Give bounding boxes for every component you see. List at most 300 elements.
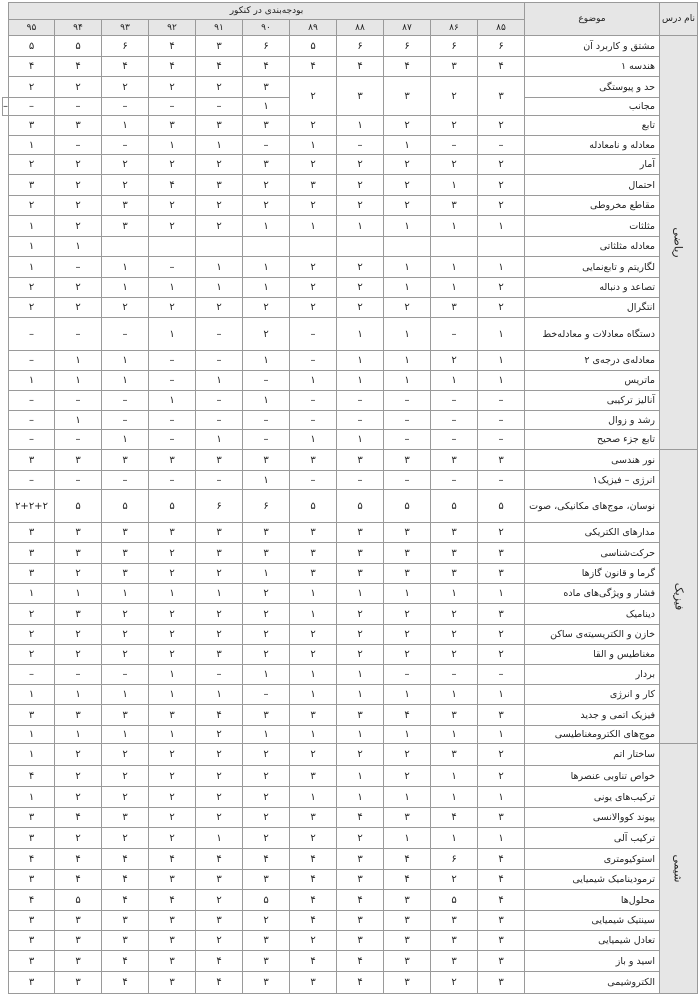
value-cell: ۴ — [196, 705, 243, 726]
year-header: ۸۷ — [384, 20, 431, 36]
topic-cell: مجانب — [525, 98, 660, 116]
value-cell: ۱ — [290, 726, 337, 744]
value-cell: ۳ — [431, 951, 478, 972]
value-cell: ۳ — [149, 870, 196, 890]
value-cell: ۱ — [102, 371, 149, 391]
topic-cell: تابع — [525, 116, 660, 136]
value-cell: ۳ — [149, 116, 196, 136]
value-cell: ۲ — [102, 298, 149, 318]
table-row — [3, 951, 698, 972]
value-cell: ۲ — [196, 155, 243, 175]
topic-cell: خازن و الکتریسیته‌ی ساکن — [525, 625, 660, 645]
value-cell: ۴ — [102, 890, 149, 911]
value-cell: – — [149, 257, 196, 278]
value-cell: ۱ — [384, 828, 431, 849]
value-cell: ۲ — [9, 625, 55, 645]
value-cell: ۳ — [478, 705, 525, 726]
value-cell: – — [55, 98, 102, 116]
table-row — [3, 972, 698, 994]
topic-cell: فشار و ویژگی‌های ماده — [525, 584, 660, 604]
value-cell: ۲ — [55, 216, 102, 237]
value-cell — [384, 237, 431, 257]
value-cell: ۱ — [9, 726, 55, 744]
table-row — [3, 543, 698, 564]
value-cell: ۲ — [337, 625, 384, 645]
value-cell: – — [478, 430, 525, 450]
value-cell: ۲ — [384, 196, 431, 216]
value-cell: ۲ — [149, 564, 196, 584]
value-cell: – — [384, 471, 431, 490]
value-cell: – — [478, 136, 525, 155]
value-cell: ۳ — [102, 216, 149, 237]
value-cell: ۳ — [243, 543, 290, 564]
value-cell: ۱ — [337, 430, 384, 450]
value-cell — [290, 237, 337, 257]
value-cell: ۳ — [102, 450, 149, 471]
value-cell: – — [55, 318, 102, 351]
value-cell: ۲ — [9, 196, 55, 216]
value-cell: ۱ — [290, 604, 337, 625]
table-row — [3, 196, 698, 216]
value-cell: ۳ — [149, 523, 196, 543]
value-cell: ۴ — [478, 57, 525, 77]
value-cell: ۳ — [196, 543, 243, 564]
value-cell: ۱ — [384, 371, 431, 391]
topic-cell: الکتروشیمی — [525, 972, 660, 994]
value-cell: ۳ — [384, 911, 431, 931]
topic-cell: لگاریتم و تابع‌نمایی — [525, 257, 660, 278]
value-cell: ۳ — [102, 543, 149, 564]
value-cell: ۲ — [149, 216, 196, 237]
value-cell: ۳ — [431, 450, 478, 471]
value-cell: ۳ — [384, 951, 431, 972]
value-cell: ۳ — [9, 972, 55, 994]
topic-cell: آمار — [525, 155, 660, 175]
value-cell: ۴ — [337, 808, 384, 828]
value-cell: – — [102, 318, 149, 351]
value-cell: ۲ — [55, 564, 102, 584]
value-cell — [149, 237, 196, 257]
value-cell: ۱ — [55, 351, 102, 371]
value-cell: – — [243, 411, 290, 430]
value-cell: ۳ — [431, 543, 478, 564]
topic-cell: معادله و نامعادله — [525, 136, 660, 155]
value-cell: – — [102, 136, 149, 155]
value-cell: ۱ — [102, 116, 149, 136]
value-cell: ۱ — [196, 371, 243, 391]
value-cell: ۲ — [55, 155, 102, 175]
value-cell: ۲ — [102, 175, 149, 196]
topic-cell: مقاطع مخروطی — [525, 196, 660, 216]
value-cell — [102, 237, 149, 257]
value-cell: ۲ — [431, 351, 478, 371]
value-cell: ۴ — [478, 870, 525, 890]
value-cell: – — [102, 471, 149, 490]
value-cell: ۲ — [196, 808, 243, 828]
topic-cell: مشتق و کاربرد آن — [525, 36, 660, 57]
value-cell: ۶ — [196, 490, 243, 523]
value-cell: ۳ — [243, 77, 290, 98]
value-cell: ۴ — [102, 849, 149, 870]
value-cell: ۱ — [431, 685, 478, 705]
value-cell: ۲ — [196, 564, 243, 584]
value-cell: – — [431, 665, 478, 685]
value-cell: ۲ — [337, 744, 384, 766]
value-cell: ۳ — [384, 890, 431, 911]
year-header: ۹۱ — [196, 20, 243, 36]
value-cell: – — [337, 136, 384, 155]
value-cell: ۳ — [102, 705, 149, 726]
value-cell: – — [243, 430, 290, 450]
value-cell: – — [149, 98, 196, 116]
value-cell: – — [55, 136, 102, 155]
table-row — [3, 430, 698, 450]
value-cell: ۳ — [9, 870, 55, 890]
value-cell: ۶ — [337, 36, 384, 57]
year-header: ۹۳ — [102, 20, 149, 36]
value-cell: ۱ — [290, 430, 337, 450]
value-cell: ۳ — [149, 911, 196, 931]
value-cell: ۱ — [243, 391, 290, 411]
value-cell: ۲ — [478, 298, 525, 318]
value-cell: ۳ — [102, 931, 149, 951]
value-cell: ۲ — [149, 298, 196, 318]
value-cell: ۳ — [337, 543, 384, 564]
topic-cell: مثلثات — [525, 216, 660, 237]
value-cell: ۴ — [290, 890, 337, 911]
value-cell: ۳ — [196, 116, 243, 136]
value-cell: ۲ — [102, 155, 149, 175]
value-cell: – — [9, 351, 55, 371]
topic-cell: نوسان، موج‌های مکانیکی، صوت — [525, 490, 660, 523]
value-cell: ۳ — [337, 705, 384, 726]
value-cell: ۱ — [384, 584, 431, 604]
value-cell: ۲ — [149, 744, 196, 766]
value-cell: ۳ — [9, 705, 55, 726]
value-cell: ۴ — [196, 57, 243, 77]
year-header: ۸۸ — [337, 20, 384, 36]
value-cell: ۳ — [290, 564, 337, 584]
table-row — [3, 744, 698, 766]
topic-cell: سینتیک شیمیایی — [525, 911, 660, 931]
subject-label: ریاضی — [671, 227, 685, 258]
value-cell: ۳ — [384, 931, 431, 951]
value-cell — [431, 237, 478, 257]
value-cell: ۵ — [55, 890, 102, 911]
value-cell: ۲ — [478, 116, 525, 136]
value-cell: – — [290, 351, 337, 371]
value-cell: – — [55, 665, 102, 685]
value-cell: ۱ — [384, 787, 431, 808]
value-cell: ۱ — [149, 318, 196, 351]
value-cell: ۴ — [478, 890, 525, 911]
value-cell: ۲ — [431, 625, 478, 645]
value-cell: ۱ — [9, 584, 55, 604]
value-cell: ۱ — [431, 257, 478, 278]
value-cell: ۲ — [243, 911, 290, 931]
value-cell: – — [102, 98, 149, 116]
value-cell: ۳ — [337, 870, 384, 890]
topic-cell: تابع جزء صحیح — [525, 430, 660, 450]
value-cell: ۲ — [243, 808, 290, 828]
value-cell: ۵ — [55, 490, 102, 523]
value-cell: ۴ — [337, 890, 384, 911]
value-cell: – — [196, 318, 243, 351]
value-cell: ۲ — [384, 744, 431, 766]
value-cell: ۱ — [149, 278, 196, 298]
value-cell: ۱ — [337, 766, 384, 787]
value-cell: ۵ — [431, 490, 478, 523]
value-cell: ۲ — [102, 625, 149, 645]
value-cell: – — [149, 351, 196, 371]
topic-cell: خواص تناوبی عنصرها — [525, 766, 660, 787]
value-cell: ۲ — [384, 298, 431, 318]
topic-cell: پیوند کووالانسی — [525, 808, 660, 828]
table-row — [3, 237, 698, 257]
value-cell: ۳ — [55, 951, 102, 972]
value-cell: – — [9, 430, 55, 450]
topic-cell: تعادل شیمیایی — [525, 931, 660, 951]
value-cell: ۱ — [337, 318, 384, 351]
topic-cell: موج‌های الکترومغناطیسی — [525, 726, 660, 744]
value-cell: ۲ — [290, 931, 337, 951]
value-cell: ۳ — [337, 564, 384, 584]
value-cell: ۲ — [149, 155, 196, 175]
value-cell: ۱ — [337, 726, 384, 744]
value-cell: ۲ — [149, 196, 196, 216]
budget-table-container — [2, 2, 698, 988]
value-cell: ۱ — [55, 685, 102, 705]
value-cell: – — [149, 471, 196, 490]
year-header: ۹۴ — [55, 20, 102, 36]
topic-cell: حد و پیوستگی — [525, 77, 660, 98]
value-cell: ۳ — [9, 450, 55, 471]
value-cell: ۲ — [243, 625, 290, 645]
value-cell: ۲ — [9, 604, 55, 625]
value-cell: ۵ — [290, 490, 337, 523]
value-cell: ۱ — [55, 237, 102, 257]
value-cell: ۴ — [196, 849, 243, 870]
value-cell: ۲ — [431, 972, 478, 994]
value-cell: ۴ — [337, 57, 384, 77]
value-cell: – — [431, 471, 478, 490]
value-cell: ۳ — [9, 828, 55, 849]
value-cell: ۱ — [478, 584, 525, 604]
value-cell: ۶ — [384, 36, 431, 57]
value-cell: – — [55, 471, 102, 490]
value-cell: ۴ — [337, 951, 384, 972]
value-cell: ۲ — [290, 278, 337, 298]
value-cell: ۳ — [55, 604, 102, 625]
topic-cell: رشد و زوال — [525, 411, 660, 430]
value-cell: ۳ — [243, 972, 290, 994]
value-cell: ۲ — [290, 116, 337, 136]
value-cell: ۳ — [149, 931, 196, 951]
subject-label: شیمی — [671, 854, 685, 883]
value-cell: ۲ — [149, 787, 196, 808]
value-cell: ۲ — [290, 828, 337, 849]
value-cell — [337, 237, 384, 257]
value-cell: ۲ — [243, 318, 290, 351]
value-cell: ۲ — [478, 175, 525, 196]
value-cell: ۲ — [243, 175, 290, 196]
value-cell: ۲ — [478, 645, 525, 665]
value-cell: ۱ — [149, 584, 196, 604]
value-cell: ۲ — [196, 196, 243, 216]
table-row — [3, 625, 698, 645]
value-cell: ۳ — [384, 564, 431, 584]
value-cell: ۱ — [337, 787, 384, 808]
table-row — [3, 175, 698, 196]
table-row — [3, 604, 698, 625]
value-cell: ۱ — [431, 216, 478, 237]
value-cell: ۴ — [149, 175, 196, 196]
value-cell: ۱ — [149, 665, 196, 685]
value-cell: ۳ — [55, 705, 102, 726]
value-cell: ۴ — [149, 36, 196, 57]
value-cell: ۴ — [55, 57, 102, 77]
value-cell: ۱ — [384, 726, 431, 744]
year-header: ۸۵ — [478, 20, 525, 36]
value-cell: ۳ — [478, 604, 525, 625]
value-cell: ۵ — [243, 890, 290, 911]
value-cell: ۳ — [290, 705, 337, 726]
topic-cell: ترکیب آلی — [525, 828, 660, 849]
value-cell: ۴ — [243, 57, 290, 77]
value-cell: ۱ — [290, 216, 337, 237]
value-cell: ۲ — [196, 298, 243, 318]
value-cell: ۱ — [196, 430, 243, 450]
value-cell: – — [243, 685, 290, 705]
value-cell: ۳ — [337, 450, 384, 471]
year-header: ۹۰ — [243, 20, 290, 36]
value-cell: ۳ — [149, 705, 196, 726]
value-cell: ۱ — [384, 216, 431, 237]
value-cell: – — [290, 318, 337, 351]
value-cell: – — [196, 351, 243, 371]
value-cell: ۱ — [337, 685, 384, 705]
value-cell: – — [102, 665, 149, 685]
value-cell: ۳ — [384, 808, 431, 828]
value-cell: ۲ — [384, 645, 431, 665]
value-cell: ۳ — [337, 523, 384, 543]
table-row — [3, 136, 698, 155]
value-cell: ۱ — [431, 278, 478, 298]
value-cell: ۴ — [149, 849, 196, 870]
header-row-top — [3, 3, 698, 20]
value-cell: ۲ — [337, 645, 384, 665]
topic-cell: مدارهای الکتریکی — [525, 523, 660, 543]
value-cell: ۲ — [9, 278, 55, 298]
value-cell: ۳ — [384, 543, 431, 564]
value-cell: ۳ — [384, 450, 431, 471]
value-cell: ۲ — [431, 155, 478, 175]
value-cell: ۱ — [102, 685, 149, 705]
value-cell: ۱ — [243, 98, 290, 116]
value-cell: ۲ — [290, 155, 337, 175]
value-cell: – — [290, 411, 337, 430]
topic-cell: تصاعد و دنباله — [525, 278, 660, 298]
table-row — [3, 787, 698, 808]
value-cell: ۲ — [337, 278, 384, 298]
topic-cell: نور هندسی — [525, 450, 660, 471]
value-cell: ۴ — [431, 808, 478, 828]
value-cell: – — [243, 136, 290, 155]
budget-title-header: بودجه‌بندی در کنکور — [9, 3, 525, 20]
value-cell: – — [9, 411, 55, 430]
value-cell: ۳ — [337, 931, 384, 951]
subject-label: فیزیک — [672, 582, 685, 611]
value-cell: ۲ — [337, 604, 384, 625]
value-cell: – — [55, 257, 102, 278]
value-cell: – — [478, 665, 525, 685]
value-cell: – — [478, 411, 525, 430]
value-cell: ۱ — [431, 766, 478, 787]
value-cell: ۲ — [102, 645, 149, 665]
value-cell: ۳ — [431, 196, 478, 216]
value-cell: ۶ — [431, 36, 478, 57]
value-cell: ۱ — [149, 726, 196, 744]
value-cell: ۱ — [290, 685, 337, 705]
value-cell: – — [290, 471, 337, 490]
topic-cell: ترمودینامیک شیمیایی — [525, 870, 660, 890]
value-cell: ۱ — [9, 216, 55, 237]
value-cell: ۴ — [102, 972, 149, 994]
value-cell: ۴ — [384, 57, 431, 77]
value-cell: ۱ — [196, 278, 243, 298]
value-cell: ۲ — [55, 196, 102, 216]
topic-cell: استوکیومتری — [525, 849, 660, 870]
topic-cell: بردار — [525, 665, 660, 685]
value-cell: ۴ — [290, 951, 337, 972]
value-cell: ۳ — [431, 744, 478, 766]
value-cell: ۲ — [196, 726, 243, 744]
value-cell: ۱ — [337, 116, 384, 136]
value-cell: – — [384, 665, 431, 685]
value-cell: ۴ — [478, 849, 525, 870]
value-cell: ۳ — [243, 523, 290, 543]
value-cell: ۳ — [431, 298, 478, 318]
value-cell: ۲ — [196, 744, 243, 766]
table-row — [3, 155, 698, 175]
value-cell: ۲ — [196, 625, 243, 645]
value-cell: ۵ — [337, 490, 384, 523]
value-cell: ۲ — [196, 787, 243, 808]
value-cell: ۱ — [102, 430, 149, 450]
value-cell: ۱ — [243, 351, 290, 371]
value-cell: ۳ — [290, 808, 337, 828]
value-cell: – — [196, 391, 243, 411]
table-row — [3, 705, 698, 726]
value-cell — [243, 237, 290, 257]
value-cell: ۱ — [478, 787, 525, 808]
value-cell: ۲ — [55, 787, 102, 808]
value-cell: ۴ — [290, 849, 337, 870]
value-cell: ۵ — [431, 890, 478, 911]
topic-column-header: موضوع — [525, 3, 660, 36]
table-row — [3, 808, 698, 828]
value-cell: ۳ — [196, 911, 243, 931]
value-cell: ۲ — [149, 77, 196, 98]
value-cell: ۲ — [290, 645, 337, 665]
value-cell: ۲ — [478, 196, 525, 216]
topic-cell: انتگرال — [525, 298, 660, 318]
value-cell: – — [196, 665, 243, 685]
value-cell: ۲+۲+۲ — [9, 490, 55, 523]
value-cell: ۳ — [9, 808, 55, 828]
topic-cell: آنالیز ترکیبی — [525, 391, 660, 411]
table-row — [3, 278, 698, 298]
